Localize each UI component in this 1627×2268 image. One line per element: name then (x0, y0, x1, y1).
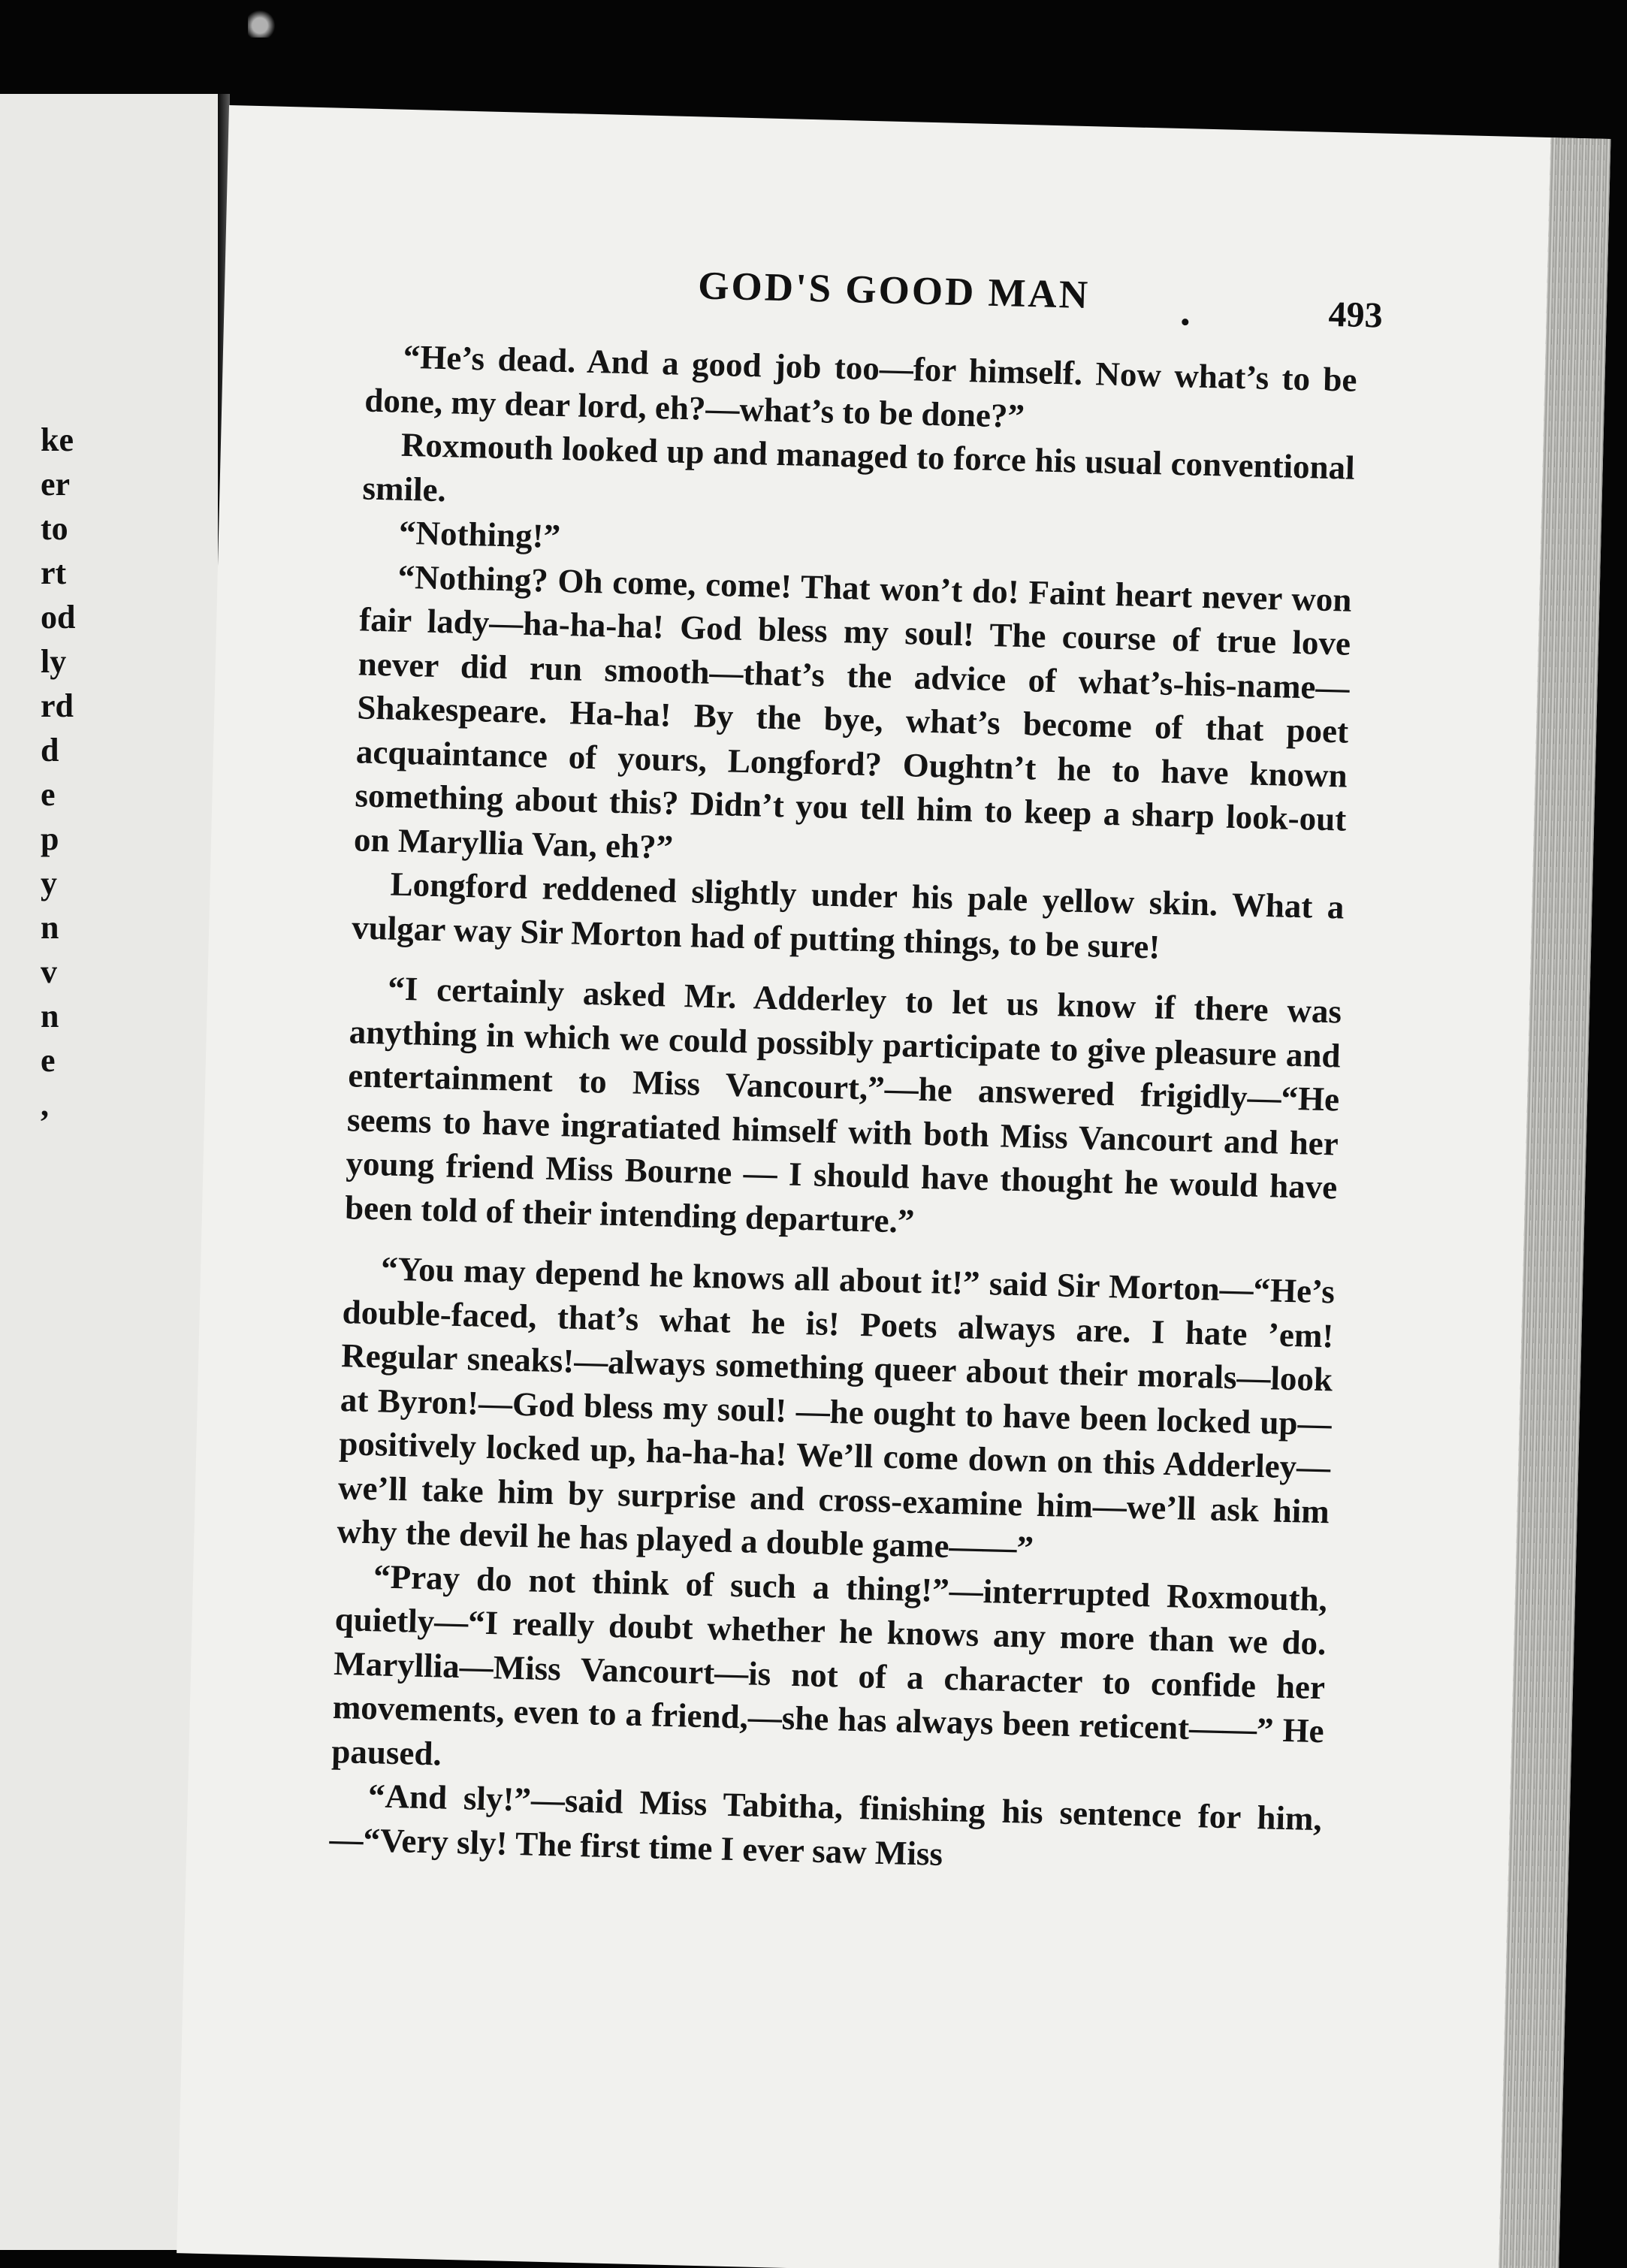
left-page-fragment: er (41, 466, 71, 503)
paragraph: “Nothing!” (398, 513, 561, 555)
paragraph: “Pray do not think of such a thing!”—interrupted Roxmouth, quietly—“I really doubt whether he knows any more than we do. Maryllia—Miss Vancourt—is not of a character to confide her movements, even to a friend,—she has always been reticent——” He paused. (331, 1557, 1328, 1773)
left-page-fragment: e (41, 1042, 56, 1079)
paragraph: “Nothing? Oh come, come! That won’t do! Faint heart never won fair lady—ha-ha-ha! God bless my soul! The course of true love never did run smooth—that’s the advice of what’s-his-name—Shakespeare. Ha-ha! By the bye, what’s become of that poet acquaintance of yours, Longford? Oughtn’t he to have known something about this? Didn’t you tell him to keep a sharp look-out on Maryllia Van, eh?” (353, 557, 1352, 866)
left-page-fragment: v (41, 953, 57, 990)
page-edges (1499, 137, 1611, 2268)
left-page-fragment: d (41, 732, 59, 769)
left-page-fragment: od (41, 599, 76, 636)
paragraph: “You may depend he knows all about it!” said Sir Morton—“He’s double-faced, that’s what he is! Poets always are. I hate ’em! Regular sneaks!—always something queer about their morals—look at Byron!—God bless my soul! —he ought to have been locked up—positively locked up, ha-ha-ha! We’ll come down on this Adderley—we’ll take him by surprise and cross-examine him—we’ll ask him why the devil he has played a double game——” (337, 1249, 1336, 1567)
left-page-fragment: rt (41, 554, 67, 591)
left-page-fragment: , (41, 1086, 49, 1123)
left-page-fragment: p (41, 820, 59, 857)
page-number: 493 (1327, 294, 1384, 336)
left-page-fragment: ly (41, 643, 67, 680)
paragraph: “He’s dead. And a good job too—for himself. Now what’s to be done, my dear lord, eh?—what’s to be done?” (364, 337, 1358, 435)
paragraph: Longford reddened slightly under his pale yellow skin. What a vulgar way Sir Morton had of putting things, to be sure! (351, 865, 1345, 966)
body-text (329, 334, 1357, 1886)
paragraph: “I certainly asked Mr. Adderley to let us know if there was anything in which we could possibly participate to give pleasure and entertainment to Miss Vancourt,”—he answered frigidly—“He seems to have ingratiated himself with both Miss Vancourt and her young friend Miss Bourne — I should have thought he would have been told of their intending departure.” (344, 969, 1342, 1240)
left-page-fragment: rd (41, 687, 74, 724)
left-page-fragment: y (41, 865, 57, 901)
running-title: GOD'S GOOD MAN (697, 264, 1091, 318)
left-page-fragment: ke (41, 421, 74, 458)
right-page (177, 105, 1610, 2268)
left-page-fragment: to (41, 510, 68, 547)
paragraph: Roxmouth looked up and managed to force his usual conventional smile. (362, 425, 1356, 509)
binding-scrap (248, 8, 278, 38)
left-page-fragment: n (41, 909, 59, 946)
left-page-fragment: e (41, 776, 56, 813)
paragraph: “And sly!”—said Miss Tabitha, finishing his sentence for him,—“Very sly! The first time I ever saw Miss (329, 1777, 1323, 1873)
header-dot (1182, 319, 1188, 325)
left-page-fragment: n (41, 998, 59, 1034)
